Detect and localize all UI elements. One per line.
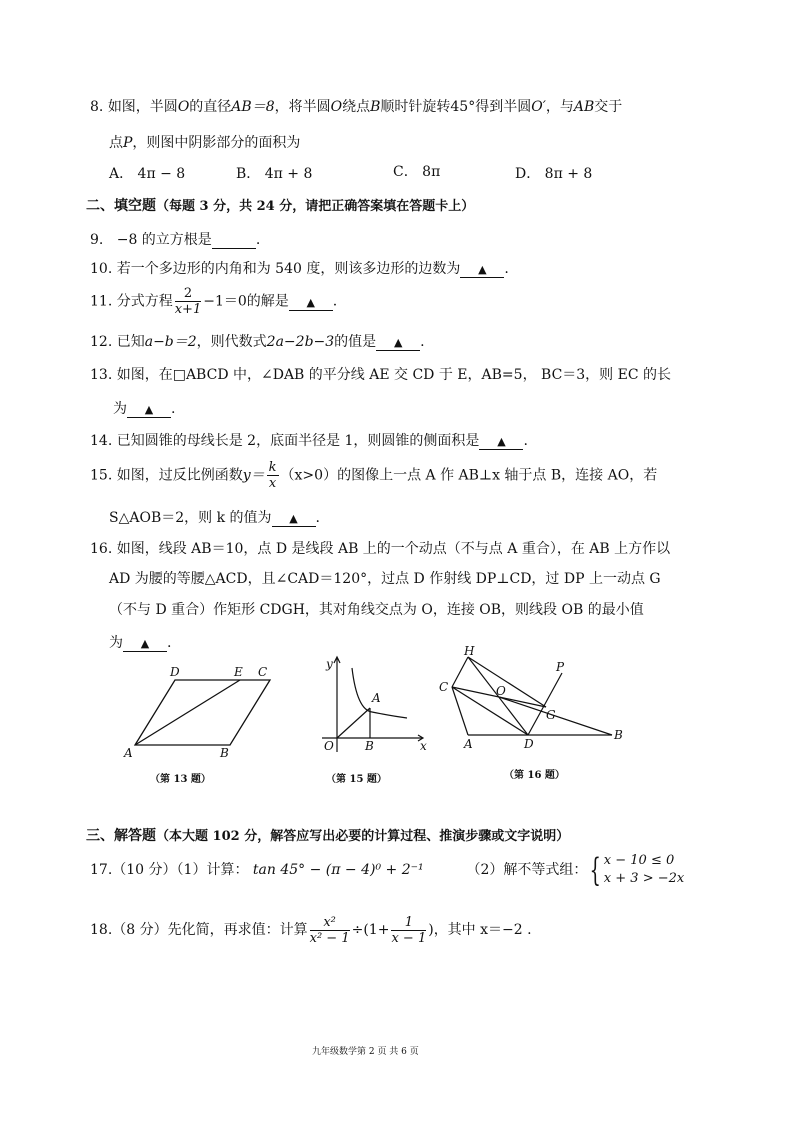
q8-option-d: D． 8π + 8	[515, 166, 593, 182]
figure-13	[120, 660, 290, 790]
figure-15-caption: （第 15 题）	[326, 774, 387, 785]
q16-line3: （不与 D 重合）作矩形 CDGH，其对角线交点为 O，连接 OB，则线段 OB 的最小值	[109, 602, 644, 618]
segment-ac	[452, 687, 468, 735]
q16-line1: 16. 如图，线段 AB＝10，点 D 是线段 AB 上的一个动点（不与点 A 重合），在 AB 上方作以	[90, 541, 671, 557]
answer-blank[interactable]: ▲	[460, 261, 504, 278]
label-d: D	[524, 737, 534, 751]
answer-blank[interactable]	[212, 232, 256, 249]
label-h: H	[464, 645, 475, 658]
q10: 10. 若一个多边形的内角和为 540 度，则该多边形的边数为 ▲ .	[90, 261, 509, 277]
segment-ao	[337, 708, 370, 738]
label-p: P	[556, 660, 565, 674]
label-e: E	[234, 665, 243, 679]
label-y: y	[326, 657, 333, 671]
page-footer: 九年级数学第 2 页 共 6 页	[312, 1047, 419, 1057]
q15-line2: S△AOB＝2，则 k 的值为 ▲ .	[109, 510, 320, 526]
bisector-ae	[135, 680, 240, 745]
label-b: B	[614, 728, 623, 742]
q11: 11. 分式方程 $\frac{2}{x+1}$ −1＝0的解是 ▲ .	[90, 286, 338, 317]
parallelogram-abcd	[135, 680, 270, 745]
fraction: $\frac{\text{x²}}{\text{x² − 1}}$	[309, 914, 350, 946]
q16-line4: 为 ▲ .	[109, 635, 172, 651]
answer-blank[interactable]: ▲	[479, 433, 523, 450]
label-g: G	[546, 708, 556, 722]
q13-line2: 为 ▲ .	[113, 401, 176, 417]
label-a: A	[124, 746, 133, 760]
fraction: $\frac{1}{x - 1}$	[391, 914, 427, 946]
q16-line2: AD 为腰的等腰△ACD，且∠CAD＝120°，过点 D 作射线 DP⊥CD，过 DP 上一动点 G	[109, 571, 661, 587]
q18: 18.（8 分）先化简，再求值：计算 $\frac{\text{x²}}{\text{x² − 1}}$ ÷(1+ $\frac{1}{x - 1}$ )，其中 x＝−2 .	[90, 914, 532, 946]
figure-15	[312, 650, 437, 790]
brace-icon: {	[590, 851, 602, 889]
label-x: x	[420, 739, 427, 753]
q8-line1: 8. 如图，半圆O的直径AB＝8，将半圆O绕点B顺时针旋转45°得到半圆O′，与AB交于	[90, 99, 623, 115]
segment-cd	[452, 687, 528, 735]
label-a: A	[372, 691, 381, 705]
answer-blank[interactable]: ▲	[123, 635, 167, 652]
q8-line2: 点P，则图中阴影部分的面积为	[109, 135, 301, 151]
label-o: O	[496, 684, 506, 698]
label-c: C	[439, 680, 449, 694]
section2-heading: 二、填空题（每题 3 分，共 24 分，请把正确答案填在答题卡上）	[86, 198, 475, 214]
figure-16	[432, 645, 637, 790]
answer-blank[interactable]: ▲	[127, 401, 171, 418]
section3-heading: 三、解答题（本大题 102 分，解答应写出必要的计算过程、推演步骤或文字说明）	[86, 828, 570, 844]
q17: 17.（10 分）（1）计算： tan 45° − (π − 4)⁰ + 2⁻¹ （2）解不等式组：{ x − 10 ≤ 0 x + 3 > −2x	[90, 851, 685, 889]
q14: 14. 已知圆锥的母线长是 2，底面半径是 1，则圆锥的侧面积是 ▲ .	[90, 433, 528, 449]
label-c: C	[258, 665, 268, 679]
figure-13-caption: （第 13 题）	[150, 774, 211, 785]
q15-line1: 15. 如图，过反比例函数y＝ $\frac{k}{x}$ （x>0）的图像上一点 A 作 AB⊥x 轴于点 B，连接 AO，若	[90, 460, 658, 491]
answer-blank[interactable]: ▲	[272, 510, 316, 527]
answer-blank[interactable]: ▲	[289, 294, 333, 311]
q8-option-b: B． 4π + 8	[236, 166, 313, 182]
label-a: A	[464, 737, 473, 751]
fraction: $\frac{k}{x}$	[268, 460, 277, 491]
q8-option-a: A． 4π − 8	[109, 166, 186, 182]
label-b: B	[365, 739, 374, 753]
inequality-system: x − 10 ≤ 0 x + 3 > −2x	[603, 853, 685, 886]
q13-line1: 13. 如图，在□ABCD 中，∠DAB 的平分线 AE 交 CD 于 E，AB=5， BC＝3，则 EC 的长	[90, 367, 672, 383]
label-o: O	[324, 739, 334, 753]
label-b: B	[220, 746, 229, 760]
label-d: D	[170, 665, 180, 679]
answer-blank[interactable]: ▲	[376, 334, 420, 351]
figure-16-caption: （第 16 题）	[504, 770, 565, 781]
segment-ch	[452, 657, 468, 687]
q8-option-c: C． 8π	[393, 164, 441, 180]
q12: 12. 已知a−b＝2，则代数式2a−2b−3的值是 ▲ .	[90, 334, 425, 350]
fraction: $\frac{2}{x+1}$	[174, 286, 202, 317]
q9: 9. −8 的立方根是 .	[90, 232, 261, 248]
